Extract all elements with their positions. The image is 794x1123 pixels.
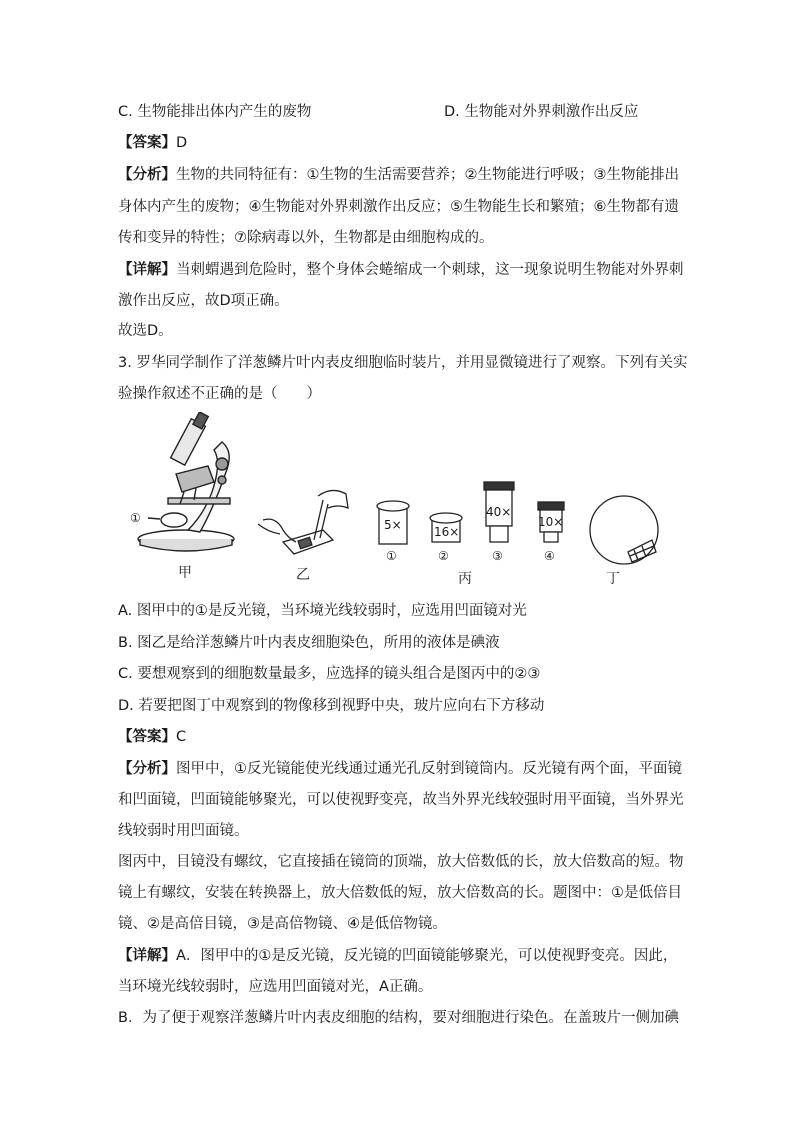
answer-tag: 【答案】 — [118, 135, 176, 151]
label-bing: 丙 — [458, 571, 472, 587]
q2-analysis-line-3: 传和变异的特性；⑦除病毒以外，生物都是由细胞构成的。 — [118, 230, 494, 246]
marker-1: ① — [130, 511, 141, 525]
analysis-text: 生物的共同特征有：①生物的生活需要营养；②生物能进行呼吸；③生物能排出 — [176, 167, 679, 183]
q3-analysis-line-1 — [118, 759, 682, 779]
q3-option-d: D. 若要把图丁中观察到的物像移到视野中央，玻片应向右下方移动 — [118, 698, 545, 714]
answer-value: D — [176, 135, 188, 151]
q3-detail-line-1 — [118, 946, 677, 966]
q3-analysis-line-6: 镜、②是高倍目镜，③是高倍物镜、④是低倍物镜。 — [118, 916, 447, 932]
detail-text: 当刺蝟遇到危险时，整个身体会蜷缩成一个刺球，这一现象说明生物能对外界刺 — [176, 262, 684, 278]
lens-set-illustration — [377, 482, 564, 544]
q2-answer-line — [118, 133, 187, 153]
label-ding: 丁 — [606, 571, 620, 587]
analysis-tag: 【分析】 — [118, 761, 176, 777]
q3-option-c: C. 要想观察到的细胞数量最多，应选择的镜头组合是图丙中的②③ — [118, 666, 541, 682]
microscope-illustration — [138, 412, 234, 551]
analysis-text: 图甲中，①反光镜能使光线通过通光孔反射到镜筒内。反光镜有两个面，平面镜 — [176, 761, 682, 777]
lens-1-mag: 5× — [384, 518, 402, 532]
detail-tag: 【详解】 — [118, 262, 176, 278]
lens-3-number: ③ — [492, 549, 503, 563]
q2-option-d: D. 生物能对外界刺激作出反应 — [444, 104, 639, 120]
q3-detail-line-2: 当环境光线较弱时，应选用凹面镜对光，A正确。 — [118, 979, 433, 995]
detail-tag: 【详解】 — [118, 948, 176, 964]
label-jia: 甲 — [178, 565, 192, 581]
q3-analysis-line-4: 图丙中，目镜没有螺纹，它直接插在镜筒的顶端，放大倍数低的长，放大倍数高的短。物 — [118, 854, 684, 870]
q2-option-c: C. 生物能排出体内产生的废物 — [118, 104, 312, 120]
q3-option-b: B. 图乙是给洋葱鳞片叶内表皮细胞染色，所用的液体是碘液 — [118, 635, 500, 651]
detail-text: A．图甲中的①是反光镜，反光镜的凹面镜能够聚光，可以使视野变亮。因此， — [176, 948, 678, 964]
lens-3-mag: 40× — [486, 505, 512, 519]
q2-detail-line-1 — [118, 260, 684, 280]
lens-2-mag: 16× — [434, 525, 460, 539]
answer-tag: 【答案】 — [118, 729, 176, 745]
answer-value: C — [176, 729, 187, 745]
figure-drawing — [118, 412, 678, 592]
analysis-tag: 【分析】 — [118, 167, 176, 183]
q3-detail-line-3: B．为了便于观察洋葱鳞片叶内表皮细胞的结构，要对细胞进行染色。在盖玻片一侧加碘 — [118, 1010, 679, 1026]
lens-2-number: ② — [438, 549, 449, 563]
q3-option-a: A. 图甲中的①是反光镜，当环境光线较弱时，应选用凹面镜对光 — [118, 603, 527, 619]
q3-analysis-line-5: 镜上有螺纹，安装在转换器上，放大倍数低的短，放大倍数高的长。题图中：①是低倍目 — [118, 885, 682, 901]
label-yi: 乙 — [296, 567, 310, 583]
q3-stem-line-1: 3. 罗华同学制作了洋葱鳞片叶内表皮细胞临时装片，并用显微镜进行了观察。下列有关实 — [118, 355, 688, 371]
lens-4-mag: 10× — [538, 515, 564, 529]
lens-1-number: ① — [386, 549, 397, 563]
q3-stem-line-2: 验操作叙述不正确的是（ ） — [118, 386, 321, 402]
q3-analysis-line-2: 和凹面镜，凹面镜能够聚光，可以使视野变亮，故当外界光线较强时用平面镜，当外界光 — [118, 792, 684, 808]
q3-analysis-line-3: 线较弱时用凹面镜。 — [118, 823, 249, 839]
lens-4-number: ④ — [544, 549, 555, 563]
q2-detail-line-2: 激作出反应，故D项正确。 — [118, 293, 289, 309]
staining-illustration — [258, 490, 348, 554]
field-of-view-illustration — [590, 496, 658, 564]
microscope-figure — [118, 412, 678, 592]
q3-answer-line — [118, 727, 186, 747]
q2-analysis-line-2: 身体内产生的废物；④生物能对外界刺激作出反应；⑤生物能生长和繁殖；⑥生物都有遗 — [118, 199, 679, 215]
q2-conclusion: 故选D。 — [118, 323, 173, 339]
q2-analysis-line-1 — [118, 165, 679, 185]
